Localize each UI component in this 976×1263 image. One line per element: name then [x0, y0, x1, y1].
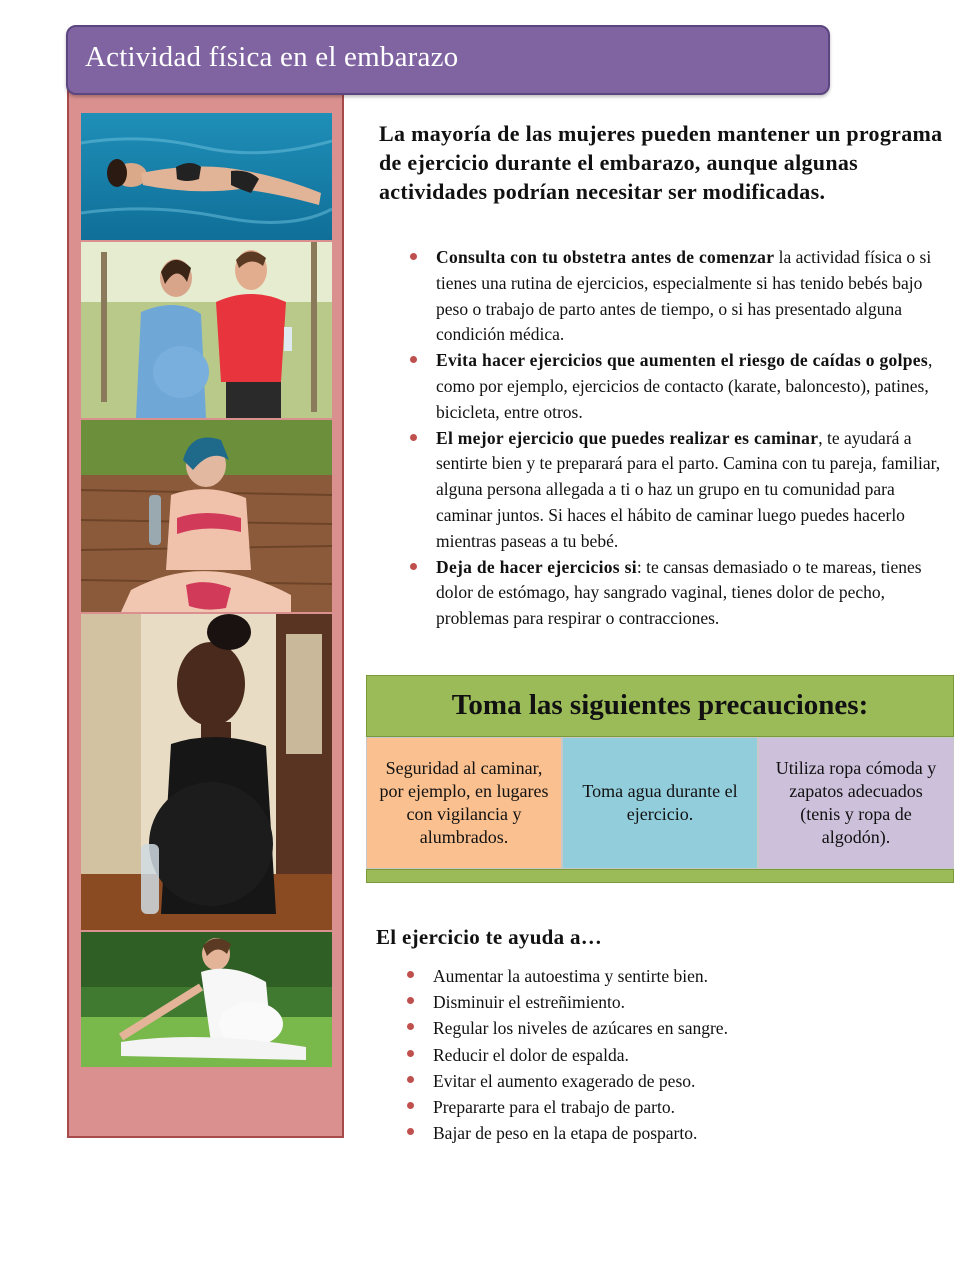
title-banner [66, 25, 830, 95]
list-item: Evitar el aumento exagerado de peso. [405, 1068, 728, 1094]
list-item: Disminuir el estreñimiento. [405, 989, 728, 1015]
photo-walking-couple [81, 242, 332, 418]
tip-text: la actividad física o si tienes una rutina de ejercicios, especialmente si has tenido bebés bajo peso o trabajo de parto antes de tiempo, o si has presentado alguna condición médica. [436, 247, 932, 345]
precautions-title: Toma las siguientes precauciones: [451, 689, 869, 721]
benefits-title: El ejercicio te ayuda a… [376, 925, 603, 949]
photo-stretching [81, 932, 332, 1067]
list-item: Bajar de peso en la etapa de posparto. [405, 1120, 728, 1146]
photo-smiling-woman [81, 614, 332, 930]
tip-lead: Evita hacer ejercicios que aumenten el riesgo de caídas o golpes [436, 350, 928, 371]
tip-lead: Deja de hacer ejercicios si [436, 556, 637, 577]
tip-lead: El mejor ejercicio que puedes realizar es caminar [436, 427, 819, 448]
precautions-header [366, 675, 954, 737]
page-title: Actividad física en el embarazo [85, 41, 459, 73]
photo-seated-woman [81, 420, 332, 612]
benefits-list [405, 963, 728, 1146]
list-item: Regular los niveles de azúcares en sangre. [405, 1015, 728, 1041]
precautions-footer-bar [366, 869, 954, 883]
list-item [408, 555, 948, 632]
tip-text: : te cansas demasiado o te mareas, tienes dolor de estómago, hay sangrado vaginal, tienes dolor de pecho, problemas para respirar o contracciones. [436, 556, 922, 629]
photo-swimming [81, 113, 332, 240]
precaution-clothing: Utiliza ropa cómoda y zapatos adecuados (tenis y ropa de algodón). [758, 737, 954, 869]
precaution-walking-safety: Seguridad al caminar, por ejemplo, en lugares con vigilancia y alumbrados. [366, 737, 562, 869]
tip-lead: Consulta con tu obstetra antes de comenzar [436, 247, 775, 267]
list-item: Prepararte para el trabajo de parto. [405, 1094, 728, 1120]
precaution-drink-water: Toma agua durante el ejercicio. [562, 737, 758, 869]
list-item [408, 426, 948, 555]
list-item: Aumentar la autoestima y sentirte bien. [405, 963, 728, 989]
tip-text: , te ayudará a sentirte bien y te preparará para el parto. Camina con tu pareja, familiar, alguna persona allegada a ti o haz un grupo en tu comunidad para caminar juntos. Si haces el hábito de caminar luego puedes hacerlo mientras paseas a tu bebé. [436, 427, 941, 551]
tips-list [408, 245, 948, 632]
tip-text: , como por ejemplo, ejercicios de contacto (karate, baloncesto), patines, bicicleta, entre otros. [436, 350, 933, 422]
intro-text: La mayoría de las mujeres pueden mantener un programa de ejercicio durante el embarazo, aunque algunas actividades podrían necesitar ser modificadas. [379, 121, 943, 204]
list-item [408, 245, 948, 348]
list-item: Reducir el dolor de espalda. [405, 1042, 728, 1068]
list-item [408, 348, 948, 425]
precautions-box [366, 675, 954, 885]
